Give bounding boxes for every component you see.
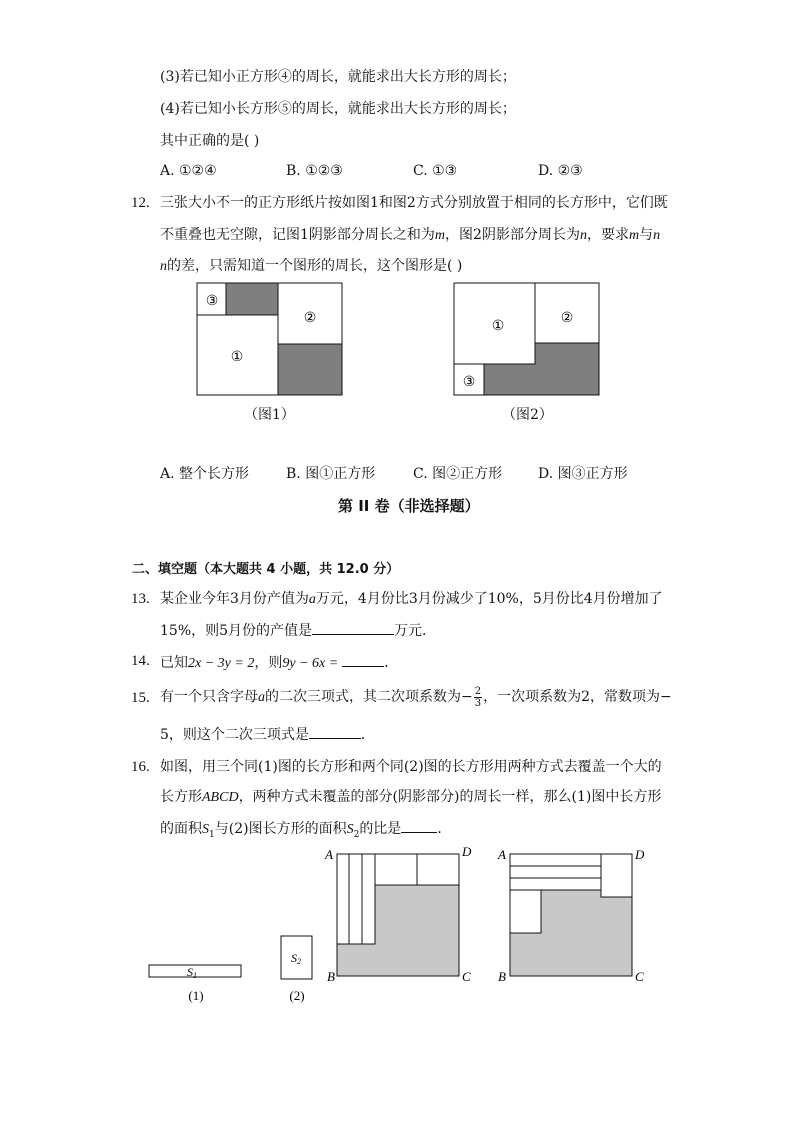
q15-number: 15.: [131, 690, 150, 706]
q16-line-2: 长方形ABCD，两种方式未覆盖的部分(阴影部分)的周长一样，那么(1)图中长方形: [160, 789, 662, 805]
q12-figure-1: [196, 282, 344, 396]
q13-number: 13.: [131, 591, 150, 607]
fig2-label-1: ①: [491, 319, 505, 334]
q16-right-label-c: C: [635, 969, 644, 984]
q13-line-1: 某企业今年3月份产值为a万元，4月份比3月份减少了10%，5月份比4月份增加了: [160, 591, 663, 607]
q16-left-label-d: D: [462, 844, 472, 859]
q12-figure-1-caption: （图1）: [244, 407, 295, 423]
fig2-label-3: ③: [462, 375, 476, 390]
q12-number: 12.: [131, 195, 150, 211]
q16-left-label-a: A: [325, 847, 333, 862]
q16-figure-left: [320, 842, 480, 988]
q16-shape-1-label: S1: [187, 965, 197, 980]
q12-option-a: A. 整个长方形: [160, 466, 250, 482]
q13-answer-blank: [312, 620, 394, 635]
fig1-label-1: ①: [230, 350, 244, 365]
q11-option-a: A. ①②④: [160, 163, 217, 179]
fig1-label-3: ③: [205, 294, 219, 309]
q11-option-c: C. ①③: [413, 163, 458, 179]
q11-statement-4: (4)若已知小长方形⑤的周长，就能求出大长方形的周长；: [160, 101, 516, 117]
q12-figure-2: [453, 282, 601, 396]
q12-option-b: B. 图①正方形: [286, 466, 376, 482]
q11-prompt: 其中正确的是( ): [160, 133, 260, 149]
q16-shape-2-label: S2: [291, 951, 301, 966]
q16-left-label-b: B: [327, 969, 335, 984]
q14-number: 14.: [131, 653, 150, 669]
q14-answer-blank: [342, 652, 384, 667]
q15-answer-blank: [309, 724, 361, 739]
q12-figure-2-caption: （图2）: [502, 407, 553, 423]
section-2-heading: 二、填空题（本大题共 4 小题，共 12.0 分）: [132, 562, 400, 577]
q12-line-1: 三张大小不一的正方形纸片按如图1和图2方式分别放置于相同的长方形中，它们既: [160, 195, 668, 211]
q12-option-d: D. 图③正方形: [538, 466, 628, 482]
q15-line-2: 5，则这个二次三项式是 ．: [160, 724, 375, 744]
q16-shape-1: [146, 962, 246, 1004]
q16-left-label-c: C: [462, 969, 471, 984]
q16-line-3: 的面积$S_1$与(2)图长方形的面积$S_2$的比是 ．: [160, 818, 451, 844]
q12-line-3: n的差，只需知道一个图形的周长，这个图形是( ): [160, 258, 463, 274]
q16-figure-right: [494, 842, 654, 988]
q11-statement-3: (3)若已知小正方形④的周长，就能求出大长方形的周长；: [160, 69, 516, 85]
q16-line-1: 如图，用三个同(1)图的长方形和两个同(2)图的长方形用两种方式去覆盖一个大的: [160, 759, 662, 775]
q13-line-2: 15%，则5月份的产值是 万元．: [160, 620, 436, 640]
q11-option-b: B. ①②③: [286, 163, 343, 179]
q16-shape-2-caption: (2): [289, 988, 305, 1003]
q12-option-c: C. 图②正方形: [413, 466, 503, 482]
q16-right-label-b: B: [498, 969, 506, 984]
q12-line-2: 不重叠也无空隙，记图1阴影部分周长之和为m，图2阴影部分周长为n，要求m与n: [160, 227, 661, 243]
q15-line-1: 有一个只含字母a的二次三项式，其二次项系数为− $\frac{2}{3}$ ，一次项系数为2，常数项为−: [160, 685, 672, 709]
q14-line: 已知2x − 3y = 2，则9y − 6x = ．: [160, 652, 398, 673]
q16-answer-blank: [401, 818, 437, 833]
fig1-label-2: ②: [303, 311, 317, 326]
q16-right-label-a: A: [498, 847, 506, 862]
q16-shape-2: [278, 933, 318, 1005]
q15-fraction: $\frac{2}{3}$: [474, 685, 482, 709]
q16-right-label-d: D: [635, 847, 645, 862]
q16-number: 16.: [131, 759, 150, 775]
part-2-title: 第 II 卷（非选择题）: [338, 497, 480, 515]
fig2-label-2: ②: [560, 311, 574, 326]
q16-shape-1-caption: (1): [188, 988, 204, 1003]
q11-option-d: D. ②③: [538, 163, 583, 179]
